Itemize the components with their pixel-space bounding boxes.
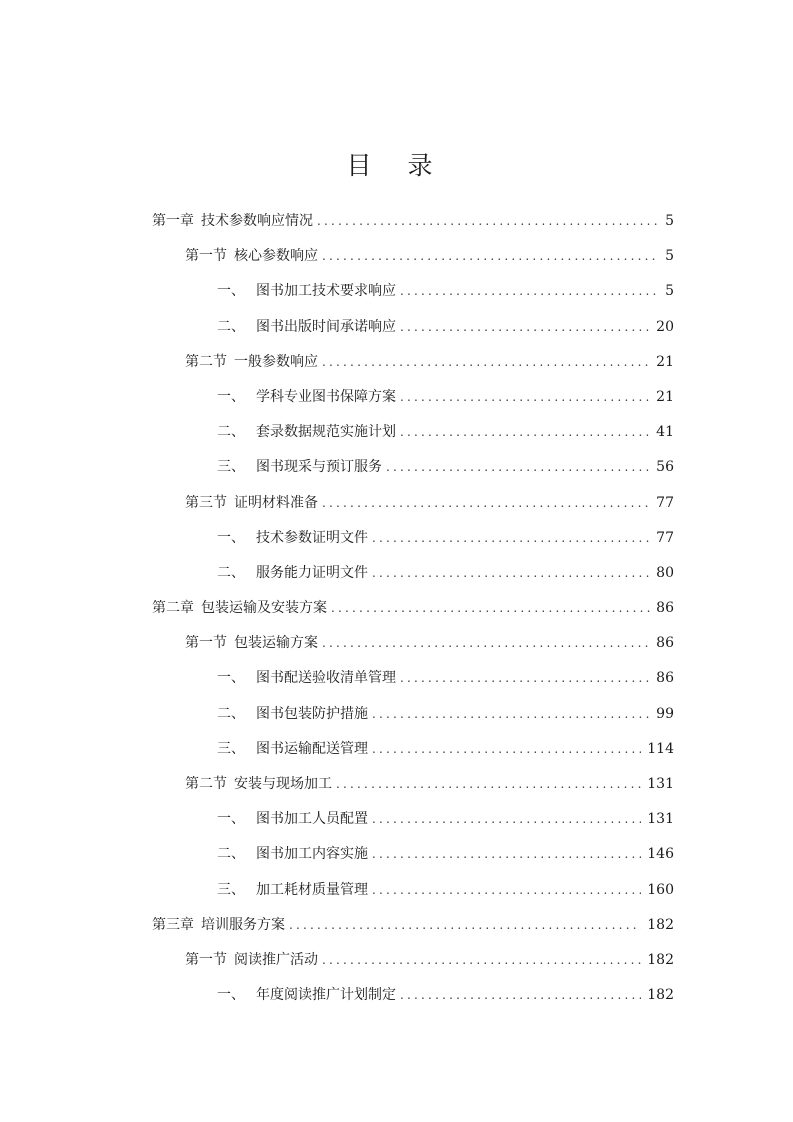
toc-entry-page-number: 77 (656, 494, 674, 511)
dot-leader (372, 802, 641, 837)
toc-entry-number: 第一节 (185, 248, 227, 265)
toc-entry-number: 第二节 (185, 776, 227, 792)
dot-leader (372, 837, 641, 872)
toc-entry[interactable] (0, 450, 793, 485)
toc-entry-label: 图书加工技术要求响应 (256, 283, 396, 300)
toc-entry[interactable] (0, 837, 793, 872)
toc-entry-label: 核心参数响应 (234, 248, 318, 265)
toc-entry[interactable] (0, 943, 793, 978)
toc-entry-number: 二、 (217, 424, 245, 441)
toc-entry-label: 图书加工内容实施 (256, 846, 368, 863)
toc-entry[interactable] (0, 873, 793, 908)
toc-entry-page-number: 5 (665, 248, 674, 265)
dot-leader (400, 274, 659, 309)
toc-entry-page-number: 5 (665, 213, 674, 229)
toc-entry-page-number: 41 (656, 424, 674, 441)
toc-entry[interactable] (0, 239, 793, 274)
toc-entry-label: 包装运输及安装方案 (201, 600, 327, 617)
toc-entry-page-number: 21 (656, 388, 674, 405)
toc-entry[interactable] (0, 626, 793, 661)
toc-entry[interactable] (0, 521, 793, 556)
table-of-contents (0, 204, 793, 1013)
dot-leader (322, 345, 650, 380)
dot-leader (322, 943, 641, 978)
toc-entry-page-number: 131 (647, 811, 674, 828)
toc-entry[interactable] (0, 661, 793, 696)
toc-entry-page-number: 21 (656, 353, 674, 370)
toc-entry-page-number: 182 (647, 916, 674, 933)
toc-entry-page-number: 86 (656, 670, 674, 687)
toc-entry-page-number: 182 (647, 987, 674, 1004)
dot-leader (372, 873, 641, 908)
toc-entry[interactable] (0, 310, 793, 345)
toc-entry-page-number: 5 (665, 283, 674, 300)
toc-entry-number: 第二章 (152, 600, 194, 617)
dot-leader (400, 380, 650, 415)
toc-entry-label: 培训服务方案 (201, 916, 285, 933)
toc-entry-number: 第一节 (185, 951, 227, 968)
toc-entry[interactable] (0, 591, 793, 626)
dot-leader (322, 486, 650, 521)
toc-entry-page-number: 131 (647, 776, 674, 792)
toc-entry-number: 第三节 (185, 494, 227, 511)
toc-entry[interactable] (0, 767, 793, 802)
toc-entry-page-number: 77 (656, 529, 674, 546)
toc-entry-label: 一般参数响应 (234, 353, 318, 370)
dot-leader (322, 239, 659, 274)
toc-entry-page-number: 182 (647, 951, 674, 968)
toc-entry-number: 第二节 (185, 353, 227, 370)
toc-entry-page-number: 56 (656, 459, 674, 476)
toc-entry-number: 三、 (217, 740, 245, 757)
toc-entry-number: 三、 (217, 881, 245, 898)
toc-entry-number: 一、 (217, 987, 245, 1004)
dot-leader (400, 661, 650, 696)
toc-entry-label: 图书配送验收清单管理 (256, 670, 396, 687)
toc-entry[interactable] (0, 908, 793, 943)
toc-title: 目 录 (346, 151, 447, 180)
toc-entry-label: 图书加工人员配置 (256, 811, 368, 828)
toc-entry-number: 第一章 (152, 213, 194, 229)
dot-leader (372, 697, 650, 732)
toc-entry-number: 一、 (217, 811, 245, 828)
toc-entry-page-number: 146 (647, 846, 674, 863)
toc-entry[interactable] (0, 274, 793, 309)
toc-entry-number: 第三章 (152, 916, 194, 933)
dot-leader (372, 732, 641, 767)
toc-entry[interactable] (0, 380, 793, 415)
toc-entry-number: 二、 (217, 318, 245, 335)
toc-entry[interactable] (0, 486, 793, 521)
toc-entry-label: 证明材料准备 (234, 494, 318, 511)
toc-entry[interactable] (0, 978, 793, 1013)
toc-entry-number: 一、 (217, 283, 245, 300)
dot-leader (400, 978, 641, 1013)
toc-entry-page-number: 160 (647, 881, 674, 898)
dot-leader (331, 591, 650, 626)
toc-entry-label: 年度阅读推广计划制定 (256, 987, 396, 1004)
toc-entry-label: 安装与现场加工 (234, 776, 332, 792)
dot-leader (336, 767, 641, 802)
toc-entry-label: 技术参数响应情况 (201, 213, 313, 229)
dot-leader (372, 556, 650, 591)
toc-entry-label: 服务能力证明文件 (256, 564, 368, 581)
toc-entry-page-number: 99 (656, 705, 674, 722)
toc-entry-label: 图书包装防护措施 (256, 705, 368, 722)
toc-entry[interactable] (0, 802, 793, 837)
dot-leader (400, 310, 650, 345)
toc-entry-number: 一、 (217, 670, 245, 687)
toc-entry[interactable] (0, 204, 793, 239)
toc-entry[interactable] (0, 345, 793, 380)
toc-entry-label: 图书现采与预订服务 (256, 459, 382, 476)
dot-leader (317, 204, 659, 239)
toc-entry-number: 三、 (217, 459, 245, 476)
toc-entry-page-number: 80 (656, 564, 674, 581)
toc-entry-label: 图书出版时间承诺响应 (256, 318, 396, 335)
toc-entry-number: 一、 (217, 529, 245, 546)
dot-leader (322, 626, 650, 661)
toc-entry-page-number: 86 (656, 600, 674, 617)
dot-leader (386, 450, 650, 485)
toc-entry-label: 包装运输方案 (234, 635, 318, 652)
toc-entry-number: 二、 (217, 846, 245, 863)
toc-entry-page-number: 20 (656, 318, 674, 335)
dot-leader (400, 415, 650, 450)
toc-entry-label: 技术参数证明文件 (256, 529, 368, 546)
toc-entry-number: 第一节 (185, 635, 227, 652)
toc-entry[interactable] (0, 697, 793, 732)
toc-entry-label: 图书运输配送管理 (256, 740, 368, 757)
toc-entry-label: 阅读推广活动 (234, 951, 318, 968)
toc-entry-number: 一、 (217, 388, 245, 405)
toc-entry-label: 加工耗材质量管理 (256, 881, 368, 898)
toc-entry-label: 套录数据规范实施计划 (256, 424, 396, 441)
toc-entry-page-number: 114 (647, 740, 674, 757)
dot-leader (372, 521, 650, 556)
dot-leader (289, 908, 641, 943)
toc-entry-label: 学科专业图书保障方案 (256, 388, 396, 405)
toc-entry-number: 二、 (217, 705, 245, 722)
toc-entry[interactable] (0, 415, 793, 450)
toc-entry-number: 二、 (217, 564, 245, 581)
toc-entry[interactable] (0, 732, 793, 767)
toc-entry-page-number: 86 (656, 635, 674, 652)
toc-entry[interactable] (0, 556, 793, 591)
